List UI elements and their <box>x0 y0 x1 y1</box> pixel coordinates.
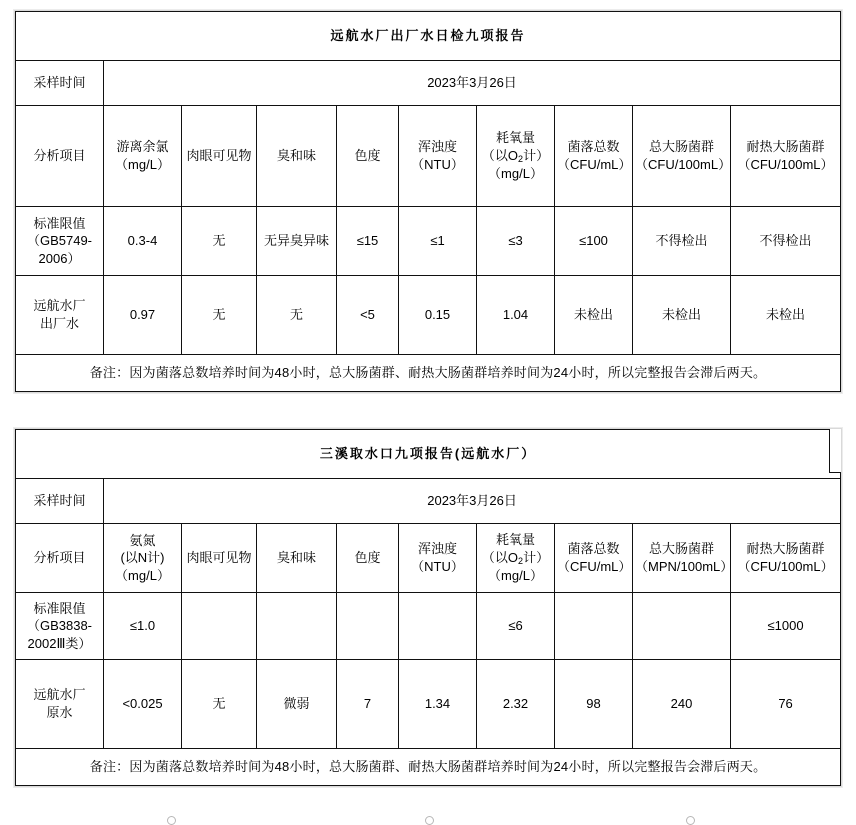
report-1-col-7: 总大肠菌群 （CFU/100mL） <box>633 106 731 207</box>
report-2-row-1-cell-5: 2.32 <box>477 660 555 749</box>
report-1-sample-row <box>16 61 841 106</box>
report-2-standard-row <box>16 593 841 660</box>
report-2-title-stub <box>829 429 841 473</box>
report-1-row-1-cell-1: 无 <box>182 276 257 355</box>
report-2-row-1-cell-6: 98 <box>555 660 633 749</box>
report-2-col-0: 氨氮 (以N计) （mg/L） <box>104 524 182 593</box>
report-2-sample-date: 2023年3月26日 <box>104 479 841 524</box>
report-1-row-0-cell-6: ≤100 <box>555 207 633 276</box>
report-1-title-row <box>16 12 841 61</box>
report-2-row-0-cell-2 <box>257 593 337 660</box>
report-1-row-0-cell-2: 无异臭异味 <box>257 207 337 276</box>
report-2-col-7: 总大肠菌群 （MPN/100mL） <box>633 524 731 593</box>
report-1-row-1-cell-8: 未检出 <box>731 276 841 355</box>
report-2-col-3: 色度 <box>337 524 399 593</box>
report-1-standard-row <box>16 207 841 276</box>
report-2-col-4: 浑浊度 （NTU） <box>399 524 477 593</box>
report-2-row-0-cell-1 <box>182 593 257 660</box>
report-2-col-5: 耗氧量 （以$O_2$计） （mg/L） <box>477 524 555 593</box>
report-1-row-1-cell-0: 0.97 <box>104 276 182 355</box>
report-2-row-1-cell-4: 1.34 <box>399 660 477 749</box>
report-1-table <box>15 11 841 392</box>
report-2-header-row <box>16 524 841 593</box>
report-2-row-0-cell-0: ≤1.0 <box>104 593 182 660</box>
report-2-row-1-cell-0: <0.025 <box>104 660 182 749</box>
report-2-col-1: 肉眼可见物 <box>182 524 257 593</box>
report-2-row-0-cell-8: ≤1000 <box>731 593 841 660</box>
report-1-note-row <box>16 355 841 392</box>
report-1-header-row <box>16 106 841 207</box>
report-1-row-0-cell-7: 不得检出 <box>633 207 731 276</box>
report-2-row-0-cell-4 <box>399 593 477 660</box>
report-2-title: 三溪取水口九项报告(远航水厂） <box>16 430 841 479</box>
resize-handle-bottom-left[interactable] <box>167 816 176 825</box>
report-1-row-0-cell-8: 不得检出 <box>731 207 841 276</box>
report-2-sample-time-label: 采样时间 <box>16 479 104 524</box>
report-2-row-1-cell-8: 76 <box>731 660 841 749</box>
report-2-item-label: 分析项目 <box>16 524 104 593</box>
report-1-note: 备注：因为菌落总数培养时间为48小时，总大肠菌群、耐热大肠菌群培养时间为24小时，所以完整报告会滞后两天。 <box>16 355 841 392</box>
report-1-row-0-label: 标准限值 （GB5749- 2006） <box>16 207 104 276</box>
report-1-row-0-cell-3: ≤15 <box>337 207 399 276</box>
report-2-table <box>15 429 841 786</box>
report-2-row-1-label: 远航水厂 原水 <box>16 660 104 749</box>
report-1-item-label: 分析项目 <box>16 106 104 207</box>
report-2-note-row <box>16 749 841 786</box>
report-2-note: 备注：因为菌落总数培养时间为48小时，总大肠菌群、耐热大肠菌群培养时间为24小时，所以完整报告会滞后两天。 <box>16 749 841 786</box>
report-1-row-1-cell-4: 0.15 <box>399 276 477 355</box>
report-1-col-5: 耗氧量 （以$O_2$计） （mg/L） <box>477 106 555 207</box>
report-1-sample-date: 2023年3月26日 <box>104 61 841 106</box>
report-table-intake-water <box>14 428 842 787</box>
report-1-col-4: 浑浊度 （NTU） <box>399 106 477 207</box>
report-1-value-row <box>16 276 841 355</box>
report-1-title: 远航水厂出厂水日检九项报告 <box>16 12 841 61</box>
report-2-row-0-cell-3 <box>337 593 399 660</box>
report-1-col-8: 耐热大肠菌群 （CFU/100mL） <box>731 106 841 207</box>
report-2-col-8: 耐热大肠菌群 （CFU/100mL） <box>731 524 841 593</box>
report-2-row-1-cell-3: 7 <box>337 660 399 749</box>
report-2-row-1-cell-2: 微弱 <box>257 660 337 749</box>
report-2-sample-row <box>16 479 841 524</box>
report-1-row-0-cell-0: 0.3-4 <box>104 207 182 276</box>
report-2-col-2: 臭和味 <box>257 524 337 593</box>
report-2-value-row <box>16 660 841 749</box>
resize-handle-bottom-right[interactable] <box>686 816 695 825</box>
report-1-col-3: 色度 <box>337 106 399 207</box>
report-2-row-1-cell-1: 无 <box>182 660 257 749</box>
report-1-row-1-cell-2: 无 <box>257 276 337 355</box>
report-1-row-1-cell-3: <5 <box>337 276 399 355</box>
report-2-row-1-cell-7: 240 <box>633 660 731 749</box>
report-1-row-1-label: 远航水厂 出厂水 <box>16 276 104 355</box>
report-table-outlet-water <box>14 10 842 393</box>
report-1-row-0-cell-5: ≤3 <box>477 207 555 276</box>
report-1-row-1-cell-6: 未检出 <box>555 276 633 355</box>
report-2-row-0-cell-7 <box>633 593 731 660</box>
report-2-title-row <box>16 430 841 479</box>
report-2-col-6: 菌落总数 （CFU/mL） <box>555 524 633 593</box>
report-1-col-2: 臭和味 <box>257 106 337 207</box>
report-2-row-0-cell-5: ≤6 <box>477 593 555 660</box>
report-1-col-0: 游离余氯 （mg/L） <box>104 106 182 207</box>
report-1-row-0-cell-1: 无 <box>182 207 257 276</box>
report-1-row-0-cell-4: ≤1 <box>399 207 477 276</box>
report-1-col-6: 菌落总数 （CFU/mL） <box>555 106 633 207</box>
report-1-col-1: 肉眼可见物 <box>182 106 257 207</box>
report-1-row-1-cell-7: 未检出 <box>633 276 731 355</box>
report-1-sample-time-label: 采样时间 <box>16 61 104 106</box>
report-1-row-1-cell-5: 1.04 <box>477 276 555 355</box>
report-2-row-0-label: 标准限值 （GB3838- 2002Ⅲ类） <box>16 593 104 660</box>
resize-handle-bottom-center[interactable] <box>425 816 434 825</box>
report-2-row-0-cell-6 <box>555 593 633 660</box>
